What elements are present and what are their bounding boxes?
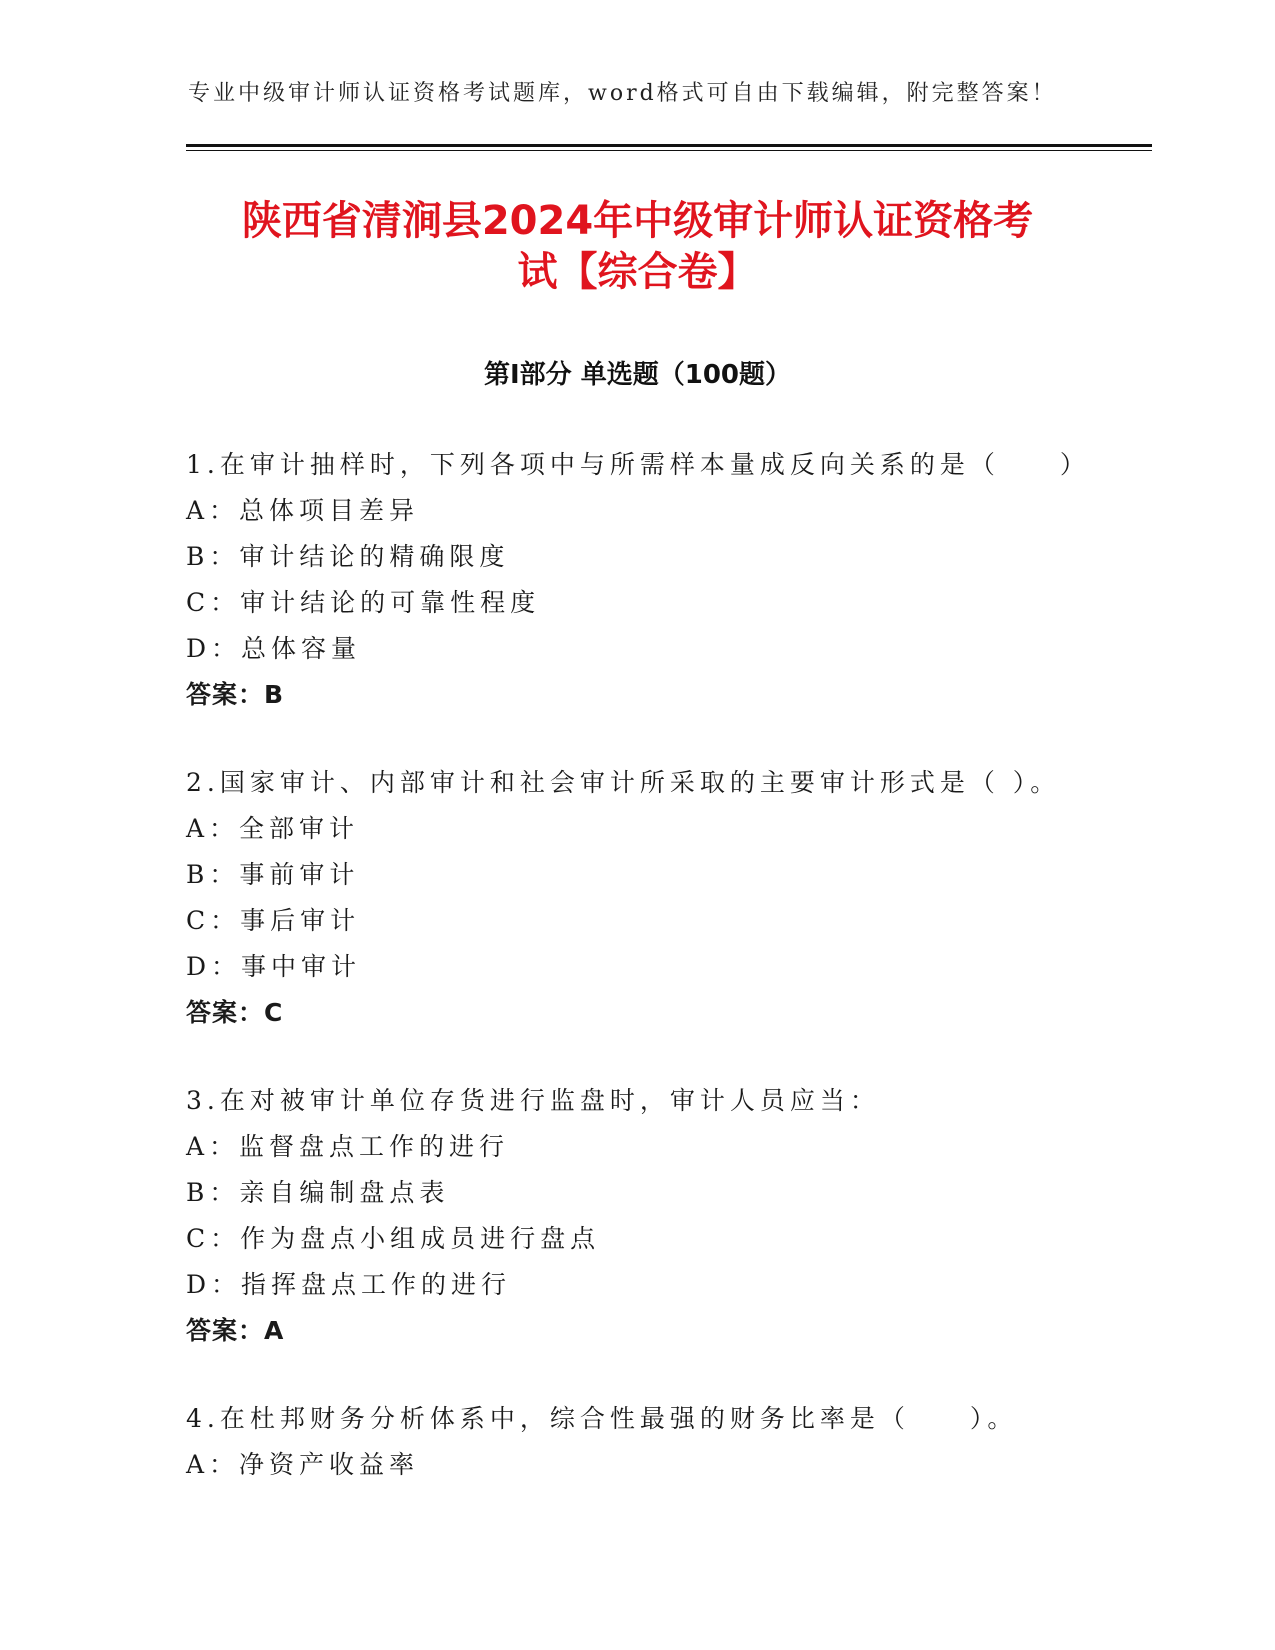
question-stem: 1.在审计抽样时，下列各项中与所需样本量成反向关系的是（ ）	[186, 450, 1090, 479]
option-d: D：总体容量	[186, 634, 362, 663]
option-d: D：指挥盘点工作的进行	[186, 1270, 512, 1299]
option-c: C：审计结论的可靠性程度	[186, 588, 541, 617]
page-header: 专业中级审计师认证资格考试题库，word格式可自由下载编辑，附完整答案！	[188, 81, 1057, 106]
answer: 答案：A	[186, 1316, 285, 1345]
option-b: B：事前审计	[186, 860, 360, 889]
question-stem: 3.在对被审计单位存货进行监盘时，审计人员应当：	[186, 1086, 880, 1115]
option-a: A：总体项目差异	[186, 496, 420, 525]
header-rule-thick	[186, 144, 1152, 147]
answer: 答案：C	[186, 998, 284, 1027]
option-a: A：净资产收益率	[186, 1450, 420, 1479]
option-c: C：作为盘点小组成员进行盘点	[186, 1224, 601, 1253]
answer: 答案：B	[186, 680, 285, 709]
question-3	[186, 1078, 880, 1354]
question-4	[186, 1396, 1017, 1488]
option-a: A：监督盘点工作的进行	[186, 1132, 510, 1161]
question-stem: 4.在杜邦财务分析体系中，综合性最强的财务比率是（ ）。	[186, 1404, 1018, 1433]
option-a: A：全部审计	[186, 814, 360, 843]
title-line-2: 试【综合卷】	[517, 249, 758, 295]
question-2	[186, 760, 1060, 1036]
header-rule-thin	[186, 150, 1152, 151]
section-heading: 第Ⅰ部分 单选题（100题）	[484, 360, 791, 390]
question-1	[186, 442, 1090, 718]
document-title	[150, 196, 1125, 298]
option-b: B：亲自编制盘点表	[186, 1178, 450, 1207]
option-d: D：事中审计	[186, 952, 362, 981]
option-c: C：事后审计	[186, 906, 361, 935]
question-stem: 2.国家审计、内部审计和社会审计所采取的主要审计形式是（ ）。	[186, 768, 1061, 797]
title-line-1: 陕西省清涧县2024年中级审计师认证资格考	[241, 198, 1034, 244]
option-b: B：审计结论的精确限度	[186, 542, 510, 571]
